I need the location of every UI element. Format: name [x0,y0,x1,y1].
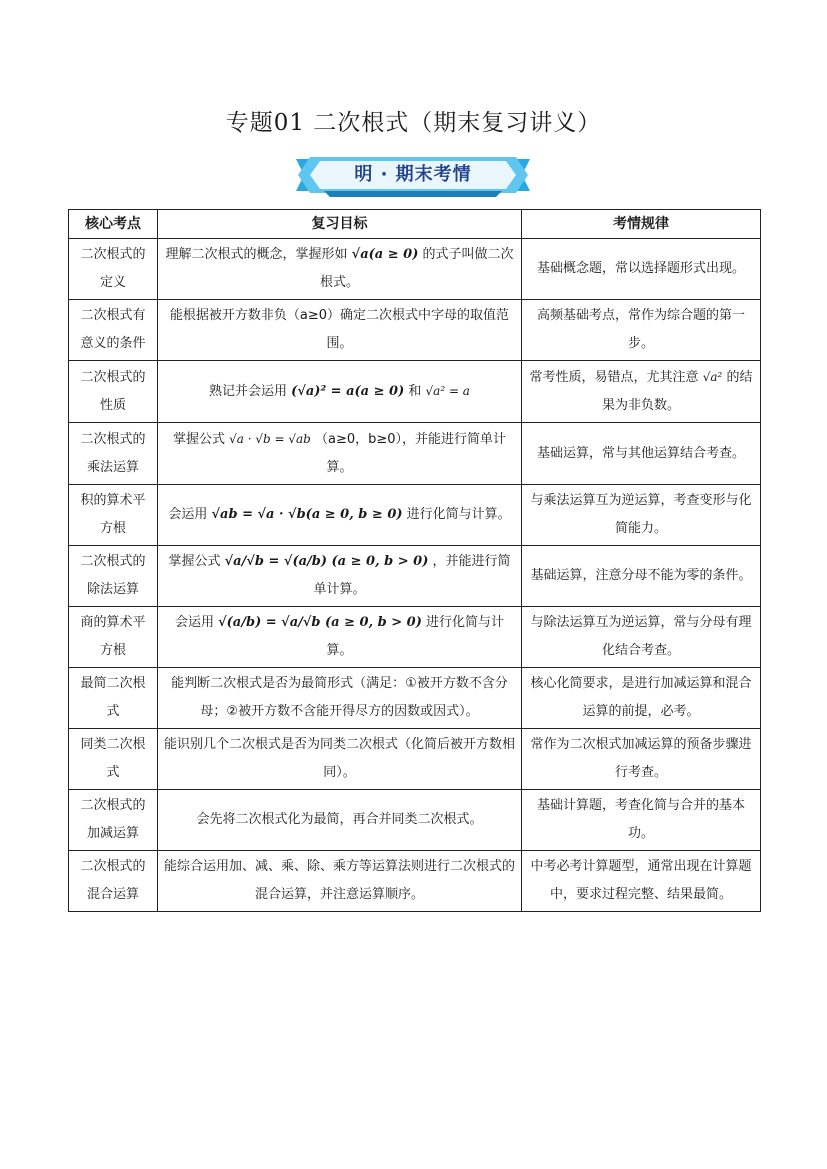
table-row [69,851,761,912]
core-cell: 积的算术平方根 [69,485,158,546]
goal-formula: √a · √b = √ab [229,432,311,446]
header-goal: 复习目标 [158,210,522,239]
pattern-cell: 常作为二次根式加减运算的预备步骤进行考查。 [522,729,761,790]
exam-overview-table [68,209,761,912]
goal-cell: 能识别几个二次根式是否为同类二次根式（化简后被开方数相同）。 [158,729,522,790]
pattern-cell: 中考必考计算题型，通常出现在计算题中，要求过程完整、结果最简。 [522,851,761,912]
goal-formula: (√a)² = a(a ≥ 0) [291,384,405,399]
table-row [69,668,761,729]
pattern-text: 常考性质，易错点，尤其注意 [529,370,699,385]
goal-cell: 能综合运用加、减、乘、除、乘方等运算法则进行二次根式的混合运算，并注意运算顺序。 [158,851,522,912]
section-banner [296,155,530,199]
goal-cell [158,423,522,485]
core-cell: 二次根式的乘法运算 [69,423,158,485]
core-cell: 二次根式的性质 [69,361,158,423]
table-row [69,729,761,790]
goal-text: ，并能进行简单计算。 [313,554,511,597]
table-row [69,423,761,485]
pattern-text: 的结果为非负数。 [601,370,753,413]
goal-cell [158,239,522,300]
table-row [69,300,761,361]
core-cell: 商的算术平方根 [69,607,158,668]
goal-cell [158,485,522,546]
goal-formula: √a(a ≥ 0) [351,247,419,262]
goal-text: 会运用 [168,507,208,522]
table-row [69,790,761,851]
pattern-cell: 基础运算，注意分母不能为零的条件。 [522,546,761,607]
pattern-cell: 与除法运算互为逆运算，常与分母有理化结合考查。 [522,607,761,668]
pattern-cell: 基础计算题，考查化简与合并的基本功。 [522,790,761,851]
table-row [69,546,761,607]
goal-text: （a≥0，b≥0），并能进行简单计算。 [315,432,507,475]
core-cell: 二次根式的加减运算 [69,790,158,851]
pattern-cell: 基础概念题，常以选择题形式出现。 [522,239,761,300]
pattern-cell: 核心化简要求，是进行加减运算和混合运算的前提，必考。 [522,668,761,729]
core-cell: 二次根式的混合运算 [69,851,158,912]
banner-label: 明 · 期末考情 [354,164,472,185]
goal-cell: 能判断二次根式是否为最简形式（满足：①被开方数不含分母；②被开方数不含能开得尽方的因数或因式）。 [158,668,522,729]
goal-text: 掌握公式 [172,432,225,447]
goal-cell: 能根据被开方数非负（a≥0）确定二次根式中字母的取值范围。 [158,300,522,361]
goal-formula: √ab = √a · √b(a ≥ 0, b ≥ 0) [211,507,403,522]
pattern-cell: 高频基础考点，常作为综合题的第一步。 [522,300,761,361]
table-row [69,485,761,546]
table-row [69,239,761,300]
goal-formula: √a² = a [425,384,470,398]
goal-text: 进行化简与计算。 [326,615,505,658]
goal-cell: 会先将二次根式化为最简，再合并同类二次根式。 [158,790,522,851]
goal-text: 熟记并会运用 [209,384,288,399]
goal-text: 理解二次根式的概念，掌握形如 [165,247,348,262]
goal-formula: √a/√b = √(a/b) (a ≥ 0, b > 0) [224,554,429,569]
table-row [69,361,761,423]
goal-formula: √(a/b) = √a/√b (a ≥ 0, b > 0) [218,615,422,630]
header-pattern: 考情规律 [522,210,761,239]
header-core: 核心考点 [69,210,158,239]
goal-cell [158,607,522,668]
table-header-row [69,210,761,239]
pattern-formula: √a² [702,370,723,384]
core-cell: 二次根式有意义的条件 [69,300,158,361]
goal-text: 掌握公式 [168,554,221,569]
table-row [69,607,761,668]
goal-text: 和 [408,384,422,399]
page-title: 专题01 二次根式（期末复习讲义） [225,110,602,136]
core-cell: 二次根式的除法运算 [69,546,158,607]
goal-text: 的式子叫做二次根式。 [319,247,514,290]
pattern-cell: 基础运算，常与其他运算结合考查。 [522,423,761,485]
goal-text: 进行化简与计算。 [406,507,511,522]
core-cell: 同类二次根式 [69,729,158,790]
pattern-cell [522,361,761,423]
core-cell: 最简二次根式 [69,668,158,729]
core-cell: 二次根式的定义 [69,239,158,300]
goal-text: 会运用 [174,615,214,630]
pattern-cell: 与乘法运算互为逆运算，考查变形与化简能力。 [522,485,761,546]
goal-cell [158,546,522,607]
goal-cell [158,361,522,423]
